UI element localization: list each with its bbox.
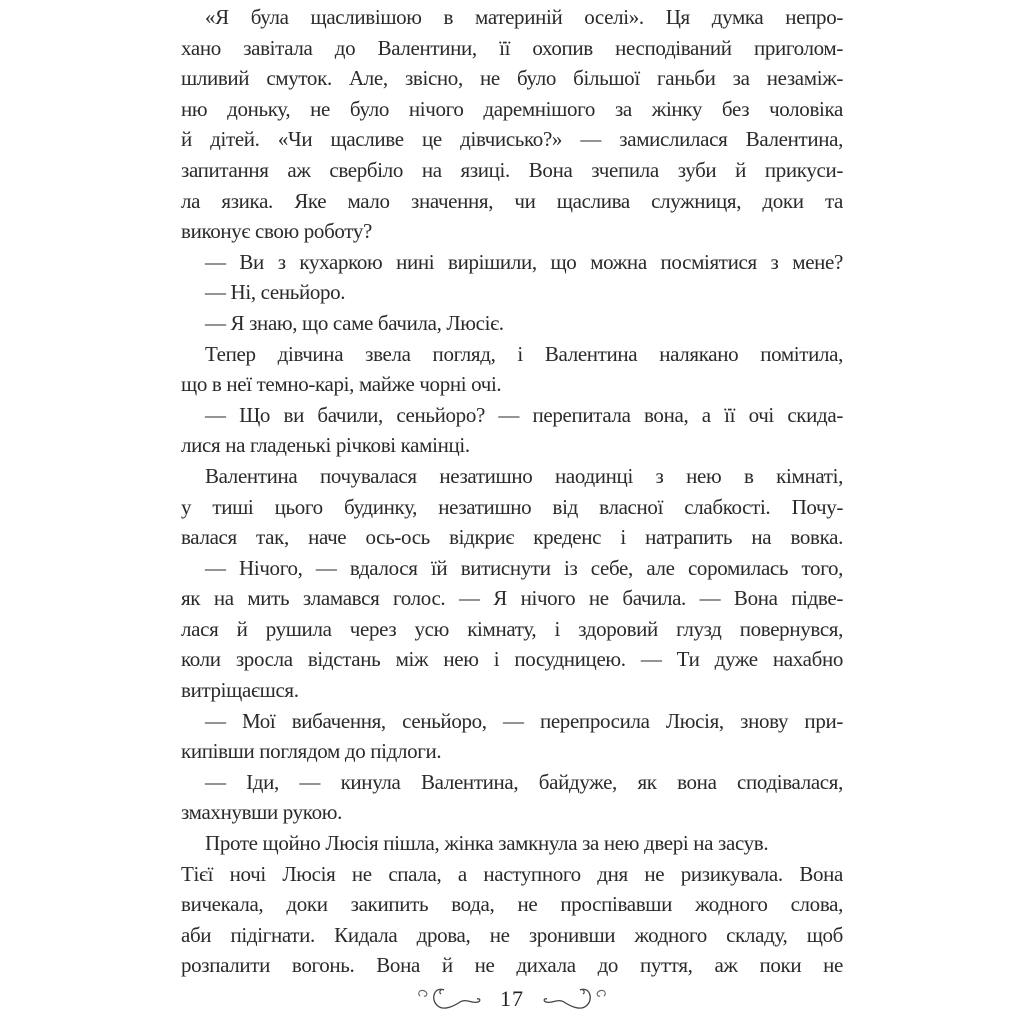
text-line: валася так, наче ось-ось відкриє креденс і натрапить на вовка. xyxy=(181,525,843,550)
text-line: змахнувши рукою. xyxy=(181,800,342,825)
text-line: «Я була щасливішою в материній оселі». Ця думка непро- xyxy=(205,5,843,29)
flourish-right-icon xyxy=(538,984,610,1014)
text-line: лася й рушила через усю кімнату, і здоровий глузд повернувся, xyxy=(181,616,843,641)
page-body xyxy=(181,2,843,981)
text-line: у тиші цього будинку, незатишно від власної слабкості. Почу- xyxy=(181,494,843,519)
text-line: — Що ви бачили, сеньйоро? — перепитала вона, а її очі скида- xyxy=(205,402,843,427)
text-line: Проте щойно Люсія пішла, жінка замкнула за нею двері на засув. xyxy=(205,831,769,856)
text-line: й дітей. «Чи щасливе це дівчисько?» — замислилася Валентина, xyxy=(181,127,843,152)
text-line: ню доньку, не було нічого даремнішого за жінку без чоловіка xyxy=(181,96,843,121)
text-line: Валентина почувалася незатишно наодинці з нею в кімнаті, xyxy=(205,463,843,488)
text-line: шливий смуток. Але, звісно, не було більшої ганьби за незаміж- xyxy=(181,66,843,91)
text-line: що в неї темно-карі, майже чорні очі. xyxy=(181,372,502,397)
text-line: вичекала, доки закипить вода, не проспівавши жодного слова, xyxy=(181,892,843,917)
text-line: Тепер дівчина звела погляд, і Валентина налякано помітила, xyxy=(205,341,843,366)
text-line: — Ви з кухаркою нині вирішили, що можна посміятися з мене? xyxy=(205,249,843,274)
text-line: як на мить зламався голос. — Я нічого не бачила. — Вона підве- xyxy=(181,586,843,611)
flourish-left-icon xyxy=(414,984,486,1014)
text-line: виконує свою роботу? xyxy=(181,219,372,244)
page-footer xyxy=(0,982,1024,1016)
text-line: витріщаєшся. xyxy=(181,678,299,703)
text-line: кипівши поглядом до підлоги. xyxy=(181,739,442,764)
text-line: хано завітала до Валентини, її охопив несподіваний приголом- xyxy=(181,35,843,60)
text-line: коли зросла відстань між нею і посудницею. — Ти дуже нахабно xyxy=(181,647,843,672)
text-line: — Ні, сеньйоро. xyxy=(205,280,346,305)
text-line: — Нічого, — вдалося їй витиснути із себе, але соромилась того, xyxy=(205,555,843,580)
text-line: — Мої вибачення, сеньйоро, — перепросила Люсія, знову при- xyxy=(205,708,843,733)
text-line: ла язика. Яке мало значення, чи щаслива служниця, доки та xyxy=(181,188,843,213)
text-line: лися на гладенькі річкові камінці. xyxy=(181,433,470,458)
text-line: аби підігнати. Кидала дрова, не зронивши жодного складу, щоб xyxy=(181,922,843,947)
text-line: — Я знаю, що саме бачила, Люсіє. xyxy=(205,310,504,335)
text-line: розпалити вогонь. Вона й не дихала до пуття, аж поки не xyxy=(181,953,843,978)
text-line: Тієї ночі Люсія не спала, а наступного дня не ризикувала. Вона xyxy=(181,861,843,886)
text-line: — Іди, — кинула Валентина, байдуже, як вона сподівалася, xyxy=(205,769,843,794)
text-line: запитання аж свербіло на язиці. Вона зчепила зуби й прикуси- xyxy=(181,157,843,182)
page-number: 17 xyxy=(500,986,524,1011)
